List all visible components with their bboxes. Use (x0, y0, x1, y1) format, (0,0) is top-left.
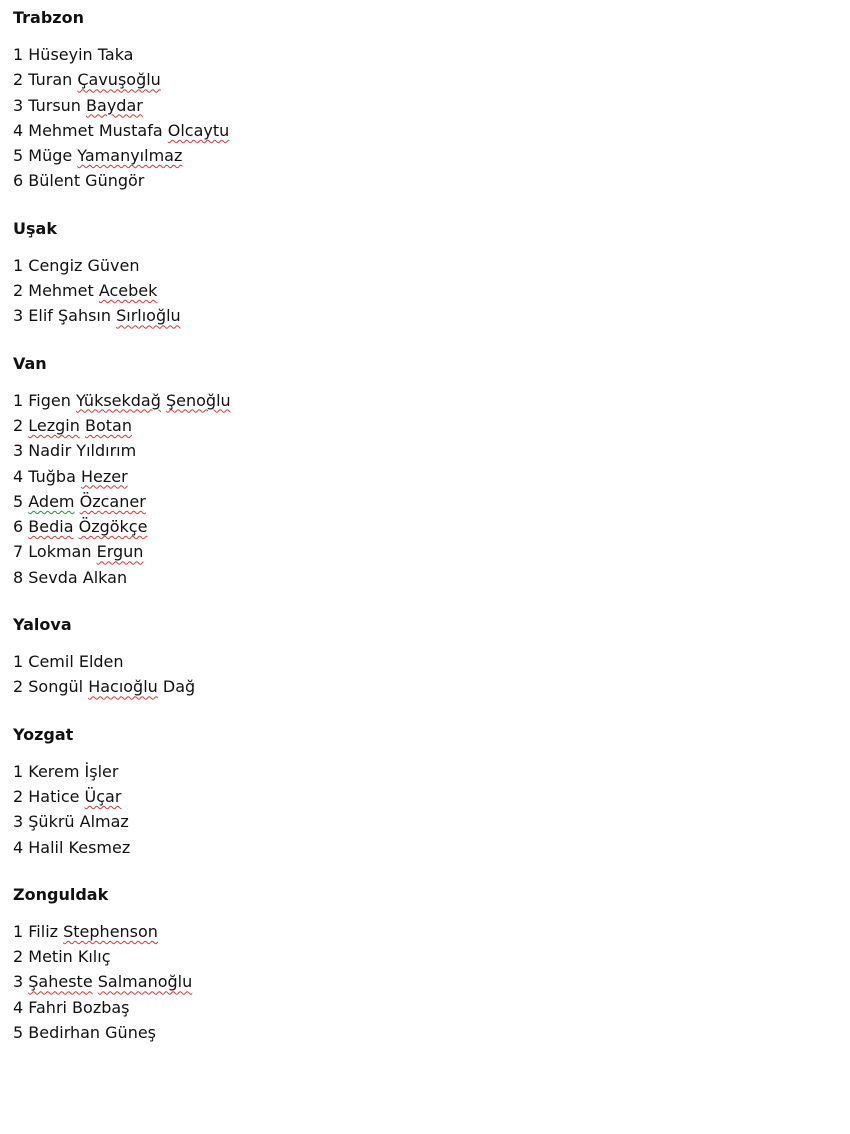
candidate-entry (13, 539, 833, 564)
candidate-text: 7 Lokman (13, 542, 97, 562)
candidate-entry (13, 649, 833, 674)
spellcheck-flagged-word: Yamanyılmaz (77, 146, 183, 166)
province-section (13, 5, 833, 216)
candidate-text: 2 Metin Kılıç (13, 947, 111, 967)
province-heading: Yalova (13, 615, 72, 635)
candidate-text: 2 Turan (13, 70, 78, 90)
province-section (13, 351, 833, 612)
candidate-text: 2 Mehmet (13, 281, 99, 301)
candidate-entry (13, 1020, 833, 1045)
spellcheck-flagged-word: Hezer (80, 466, 128, 486)
spellcheck-flagged-word: Çavuşoğlu (77, 70, 161, 90)
candidate-entry (13, 438, 833, 463)
candidate-text: 3 Elif Şahsın (13, 306, 117, 326)
province-section (13, 216, 833, 351)
candidate-text: 3 (13, 972, 29, 992)
province-heading: Van (13, 353, 47, 373)
candidate-entry (13, 143, 833, 168)
section-spacer (13, 700, 833, 722)
province-heading: Trabzon (13, 8, 84, 27)
candidate-text: 1 Cengiz Güven (13, 255, 140, 275)
candidate-entry (13, 388, 833, 413)
spellcheck-flagged-word: Acebek (98, 281, 158, 301)
spellcheck-flagged-word: Üçar (84, 786, 122, 806)
candidate-entry (13, 674, 833, 699)
candidate-text: 2 (13, 415, 29, 435)
spellcheck-flagged-word: Özcaner (79, 491, 146, 511)
candidate-entry (13, 253, 833, 278)
spellcheck-flagged-word: Ergun (96, 542, 144, 562)
section-spacer (13, 329, 833, 351)
candidate-text: 1 Cemil Elden (13, 652, 124, 672)
candidate-entry (13, 67, 833, 92)
candidate-entry (13, 565, 833, 590)
candidate-entry (13, 42, 833, 67)
candidate-entry (13, 784, 833, 809)
candidate-text: 8 Sevda Alkan (13, 567, 128, 587)
candidate-text: 5 Müge (13, 146, 78, 166)
spellcheck-flagged-word: Lezgin (28, 415, 80, 435)
candidate-text: 1 Figen (13, 390, 76, 410)
candidate-entry (13, 835, 833, 860)
section-spacer (13, 590, 833, 612)
candidate-entry (13, 489, 833, 514)
candidate-text: 4 Fahri Bozbaş (13, 997, 130, 1017)
spellcheck-flagged-word: Botan (84, 415, 132, 435)
spellcheck-flagged-word: Baydar (86, 95, 143, 115)
candidate-text: 1 Filiz (13, 921, 64, 941)
province-heading: Uşak (13, 218, 57, 238)
province-heading: Zonguldak (13, 884, 109, 904)
candidate-text: 3 Nadir Yıldırım (13, 441, 137, 461)
spellcheck-flagged-word: Hacıoğlu (88, 677, 158, 697)
candidate-entry (13, 969, 833, 994)
candidate-text: 3 Şükrü Almaz (13, 812, 129, 832)
candidate-entry (13, 303, 833, 328)
province-section (13, 612, 833, 722)
candidate-text: 6 (13, 517, 29, 537)
candidate-entry (13, 995, 833, 1020)
candidate-entry (13, 93, 833, 118)
province-heading: Yozgat (13, 724, 74, 744)
candidate-entry (13, 118, 833, 143)
spellcheck-flagged-word: Özgökçe (78, 517, 148, 537)
candidate-text: 1 Hüseyin Taka (13, 45, 134, 64)
spellcheck-flagged-word: Olcaytu (167, 120, 230, 140)
candidate-entry (13, 413, 833, 438)
candidate-text: 3 Tursun (13, 95, 87, 115)
candidate-text: 1 Kerem İşler (13, 761, 119, 781)
candidate-entry (13, 168, 833, 193)
candidate-entry (13, 944, 833, 969)
spellcheck-flagged-word: Yüksekdağ (75, 390, 161, 410)
spellcheck-flagged-word: Salmanoğlu (97, 972, 193, 992)
candidate-text: 4 Halil Kesmez (13, 837, 131, 857)
candidate-text: Dağ (157, 677, 196, 697)
spellcheck-flagged-word: Bedia (28, 517, 74, 537)
candidate-entry (13, 919, 833, 944)
province-section (13, 882, 833, 1045)
candidate-text: 5 Bedirhan Güneş (13, 1023, 157, 1043)
candidate-entry (13, 464, 833, 489)
candidate-entry (13, 278, 833, 303)
spellcheck-flagged-word: Stephenson (63, 921, 158, 941)
document-body (13, 5, 833, 1045)
candidate-text: 2 Hatice (13, 786, 85, 806)
province-section (13, 722, 833, 882)
section-spacer (13, 194, 833, 216)
spellcheck-flagged-word: Şenoğlu (165, 390, 231, 410)
candidate-entry (13, 514, 833, 539)
spellcheck-flagged-word: Sırlıoğlu (116, 306, 181, 326)
candidate-entry (13, 759, 833, 784)
spellcheck-flagged-word: Şaheste (28, 972, 93, 992)
candidate-entry (13, 809, 833, 834)
candidate-text: 2 Songül (13, 677, 89, 697)
section-spacer (13, 860, 833, 882)
candidate-text: 5 (13, 491, 29, 511)
candidate-text: 4 Tuğba (13, 466, 81, 486)
spellcheck-flagged-word: Adem (28, 491, 75, 511)
candidate-text: 6 Bülent Güngör (13, 171, 145, 191)
candidate-text: 4 Mehmet Mustafa (13, 120, 168, 140)
